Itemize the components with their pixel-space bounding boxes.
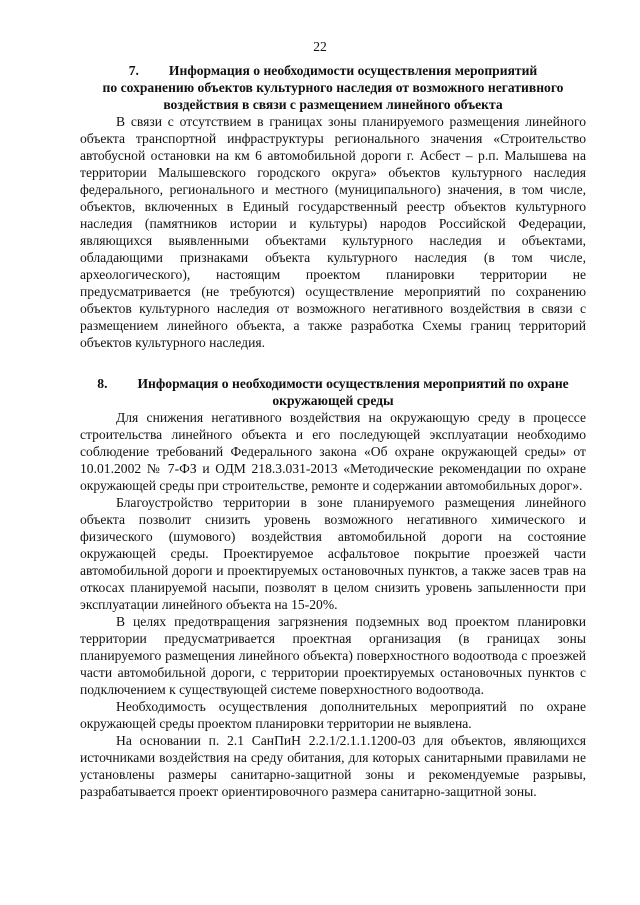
section-8 bbox=[80, 375, 586, 800]
section-8-title-line-2: окружающей среды bbox=[272, 393, 394, 408]
section-8-heading bbox=[80, 375, 586, 409]
section-8-title-line-1: Информация о необходимости осуществления мероприятий по охране bbox=[137, 376, 569, 391]
section-8-paragraph-2: Благоустройство территории в зоне планируемого размещения линейного объекта позволит снизить уровень возможного негативного химического и физического (шумового) воздействия автомобильной дороги на состояние окружающей среды. Проектируемое асфальтовое покрытие проезжей части автомобильной дороги и проектируемых остановочных пунктов, а также засев трав на откосах планируемой насыпи, позволят в целом снизить уровень запыленности при эксплуатации линейного объекта на 15-20%. bbox=[80, 495, 586, 612]
page-number: 22 bbox=[313, 39, 327, 54]
section-7 bbox=[80, 62, 586, 351]
section-7-heading bbox=[80, 62, 586, 113]
section-8-paragraph-3: В целях предотвращения загрязнения подземных вод проектом планировки территории предусматривается проектная организация (в границах зоны планируемого размещения линейного объекта) поверхностного водоотвода с проезжей части автомобильной дороги, с территории проектируемых остановочных пунктов с подключением к существующей системе поверхностного водоотвода. bbox=[80, 614, 586, 697]
section-7-title-line-2: по сохранению объектов культурного наследия от возможного негативного bbox=[102, 80, 564, 95]
section-7-title-line-1: Информация о необходимости осуществления мероприятий bbox=[168, 63, 538, 78]
section-8-paragraph-1: Для снижения негативного воздействия на окружающую среду в процессе строительства линейного объекта и его последующей эксплуатации необходимо соблюдение требований Федерального закона «Об охране окружающей среды» от 10.01.2002 № 7-ФЗ и ОДМ 218.3.031-2013 «Методические рекомендации по охране окружающей среды при строительстве, ремонте и содержании автомобильных дорог». bbox=[80, 410, 586, 493]
section-8-number: 8. bbox=[97, 376, 108, 391]
section-8-paragraph-4: Необходимость осуществления дополнительных мероприятий по охране окружающей среды проектом планировки территории не выявлена. bbox=[80, 699, 586, 731]
section-7-title-line-3: воздействия в связи с размещением линейного объекта bbox=[163, 97, 503, 112]
section-8-paragraph-5: На основании п. 2.1 СанПиН 2.2.1/2.1.1.1200-03 для объектов, являющихся источниками воздействия на среду обитания, для которых санитарными правилами не установлены размеры санитарно-защитной зоны и рекомендуемые разрывы, разрабатывается проект ориентировочного размера санитарно-защитной зоны. bbox=[80, 733, 586, 799]
section-7-paragraph-1: В связи с отсутствием в границах зоны планируемого размещения линейного объекта транспортной инфраструктуры регионального значения «Строительство автобусной остановки на км 6 автомобильной дороги г. Асбест – р.п. Малышева на территории Малышевского городского округа» объектов культурного наследия федерального, регионального и местного (муниципального) значения, в том числе, объектов, включенных в Единый государственный реестр объектов культурного наследия (памятников истории и культуры) народов Российской Федерации, являющихся выявленными объектами культурного наследия и объектами, обладающими признаками объекта культурного наследия (в том числе, археологического), настоящим проектом планировки территории не предусматривается (не требуются) осуществление мероприятий по сохранению объектов культурного наследия от возможного негативного воздействия в связи с размещением линейного объекта, а также разработка Схемы границ территорий объектов культурного наследия. bbox=[80, 114, 586, 350]
section-7-number: 7. bbox=[128, 63, 139, 78]
